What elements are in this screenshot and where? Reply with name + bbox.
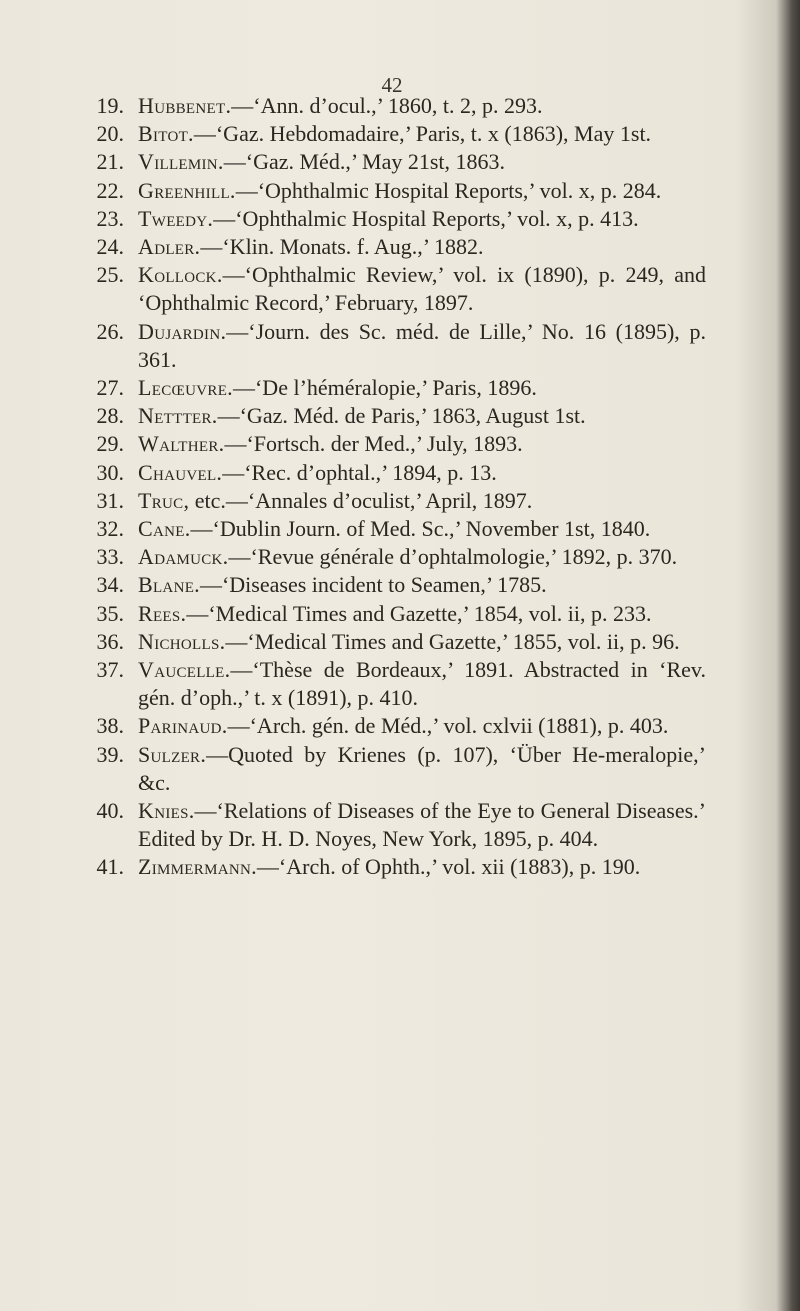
reference-text: —‘Dublin Journ. of Med. Sc.,’ November 1st, 1840. (190, 516, 651, 542)
reference-text: —‘Relations of Diseases of the Eye to General Diseases.’ Edited by Dr. H. D. Noyes, New York, 1895, p. 404. (138, 798, 706, 852)
reference-number: 38. (96, 713, 124, 739)
reference-text: —‘Ophthalmic Hospital Reports,’ vol. x, p. 284. (235, 177, 662, 203)
reference-author: Knies. (138, 798, 195, 824)
reference-number: 39. (96, 741, 124, 767)
reference-number: 40. (96, 798, 124, 824)
reference-item (78, 92, 706, 120)
reference-text: —‘Rec. d’ophtal.,’ 1894, p. 13. (222, 459, 497, 485)
reference-number: 29. (96, 431, 124, 457)
reference-text: —‘Gaz. Hebdomadaire,’ Paris, t. x (1863), May 1st. (193, 121, 652, 147)
reference-author: Hubbenet. (138, 93, 232, 118)
reference-text: —‘Medical Times and Gazette,’ 1854, vol. ii, p. 233. (186, 600, 652, 626)
reference-item (78, 797, 706, 853)
reference-item (78, 628, 706, 656)
reference-author: Adler. (138, 234, 201, 260)
reference-text: —‘Fortsch. der Med.,’ July, 1893. (224, 431, 523, 457)
reference-author: Parinaud. (138, 713, 228, 739)
reference-text: —‘Journ. des Sc. méd. de Lille,’ No. 16 (1895), p. 361. (138, 318, 706, 372)
reference-author: Adamuck. (138, 544, 229, 570)
reference-item (78, 120, 706, 148)
reference-item (78, 374, 706, 402)
reference-author: Greenhill. (138, 177, 236, 203)
reference-author: Nicholls. (138, 628, 226, 654)
reference-item (78, 233, 706, 261)
reference-list (78, 92, 706, 882)
reference-number: 32. (96, 516, 124, 542)
reference-item (78, 712, 706, 740)
reference-number: 23. (96, 205, 124, 231)
reference-number: 34. (96, 572, 124, 598)
reference-author: Walther. (138, 431, 225, 457)
reference-text: —‘Arch. gén. de Méd.,’ vol. cxlvii (1881), p. 403. (227, 713, 669, 739)
reference-text: —‘Ophthalmic Review,’ vol. ix (1890), p. 249, and ‘Ophthalmic Record,’ February, 1897. (138, 262, 706, 316)
reference-text: —‘Revue générale d’ophtalmologie,’ 1892, p. 370. (228, 544, 678, 570)
reference-number: 25. (96, 262, 124, 288)
reference-text: —‘Ann. d’ocul.,’ 1860, t. 2, p. 293. (231, 93, 543, 118)
reference-item (78, 402, 706, 430)
reference-item (78, 430, 706, 458)
reference-author: Tweedy. (138, 205, 214, 231)
reference-item (78, 205, 706, 233)
reference-item (78, 543, 706, 571)
reference-author: Dujardin. (138, 318, 227, 344)
reference-item (78, 261, 706, 317)
reference-item (78, 741, 706, 797)
reference-number: 37. (96, 657, 124, 683)
reference-number: 35. (96, 600, 124, 626)
reference-item (78, 487, 706, 515)
reference-author: Kollock. (138, 262, 223, 288)
reference-text: —‘Thèse de Bordeaux,’ 1891. Abstracted in ‘Rev. gén. d’oph.,’ t. x (1891), p. 410. (138, 657, 706, 711)
reference-text: —‘Ophthalmic Hospital Reports,’ vol. x, p. 413. (213, 205, 639, 231)
reference-text: —‘Klin. Monats. f. Aug.,’ 1882. (200, 234, 484, 260)
reference-text: —‘De l’héméralopie,’ Paris, 1896. (232, 375, 537, 401)
reference-item (78, 318, 706, 374)
reference-text: —‘Diseases incident to Seamen,’ 1785. (199, 572, 547, 598)
reference-item (78, 515, 706, 543)
reference-text: —Quoted by Krienes (p. 107), ‘Über He-meralopie,’ &c. (138, 741, 706, 795)
reference-text: etc.—‘Annales d’oculist,’ April, 1897. (189, 487, 533, 513)
reference-item (78, 853, 706, 881)
reference-author: Nettter. (138, 403, 218, 429)
reference-number: 22. (96, 177, 124, 203)
reference-number: 27. (96, 375, 124, 401)
reference-text: —‘Arch. of Ophth.,’ vol. xii (1883), p. 190. (256, 854, 641, 880)
reference-number: 26. (96, 318, 124, 344)
reference-number: 28. (96, 403, 124, 429)
reference-number: 31. (96, 487, 124, 513)
reference-text: —‘Gaz. Méd.,’ May 21st, 1863. (223, 149, 506, 175)
reference-number: 30. (96, 459, 124, 485)
reference-author: Rees. (138, 600, 187, 626)
reference-author: Chauvel. (138, 459, 223, 485)
reference-author: Bitot. (138, 121, 194, 147)
reference-author: Lecœuvre. (138, 375, 233, 401)
reference-item (78, 600, 706, 628)
reference-item (78, 148, 706, 176)
reference-author: Truc, (138, 487, 190, 513)
reference-number: 36. (96, 628, 124, 654)
reference-author: Cane. (138, 516, 191, 542)
reference-author: Villemin. (138, 149, 224, 175)
reference-author: Zimmermann. (138, 854, 257, 880)
reference-author: Blane. (138, 572, 200, 598)
reference-number: 41. (96, 854, 124, 880)
reference-number: 19. (96, 93, 124, 118)
reference-number: 24. (96, 234, 124, 260)
reference-item (78, 177, 706, 205)
reference-number: 20. (96, 121, 124, 147)
page-number: 42 (381, 73, 403, 97)
reference-text: —‘Medical Times and Gazette,’ 1855, vol. ii, p. 96. (225, 628, 680, 654)
reference-author: Vaucelle. (138, 657, 231, 683)
reference-number: 21. (96, 149, 124, 175)
reference-item (78, 656, 706, 712)
reference-number: 33. (96, 544, 124, 570)
reference-text: —‘Gaz. Méd. de Paris,’ 1863, August 1st. (217, 403, 586, 429)
reference-item (78, 571, 706, 599)
reference-author: Sulzer. (138, 741, 207, 767)
reference-item (78, 459, 706, 487)
